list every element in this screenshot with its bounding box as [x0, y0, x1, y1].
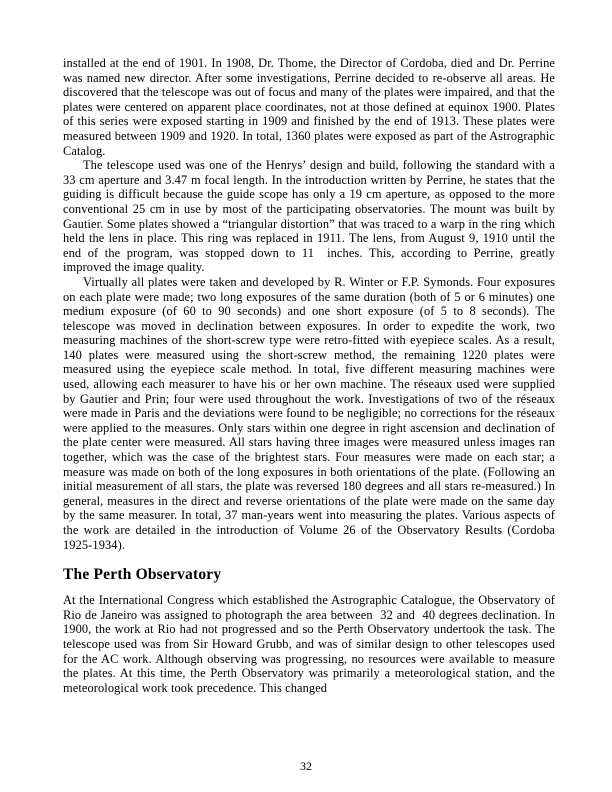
paragraph-plate-measurement: Virtually all plates were taken and developed by R. Winter or F.P. Symonds. Four exposures on each plate were made; two long exposures of the same duration (both of 5 or 6 minutes) one medium exposure (of 60 to 90 seconds) and one short exposure (of 5 to 8 seconds). The telescope was moved in declination between exposures. In order to expedite the work, two measuring machines of the short-screw type were retro-fitted with eyepiece scales. As a result, 140 plates were measured using the short-screw method, the remaining 1220 plates were measured using the eyepiece scale method. In total, five different measuring machines were used, allowing each measurer to have his or her own machine. The réseaux used were supplied by Gautier and Prin; four were used throughout the work. Investigations of two of the réseaux were made in Paris and the deviations were found to be negligible; no corrections for the réseaux were applied to the measures. Only stars within one degree in right ascension and declination of the plate center were measured. All stars having three images were measured unless images ran together, which was the case of the brightest stars. Four measures were made on each star; a measure was made on both of the long exposures in both orientations of the plate. (Following an initial measurement of all stars, the plate was reversed 180 degrees and all stars re-measured.) In general, measures in the direct and reverse orientations of the plate were made on the same day by the same measurer. In total, 37 man-years went into measuring the plates. Various aspects of the work are detailed in the introduction of Volume 26 of the Observatory Results (Cordoba 1925-1934).: [63, 274, 555, 552]
page-number: 32: [300, 759, 312, 773]
page-footer: [0, 757, 612, 775]
paragraph-telescope-description: The telescope used was one of the Henrys’ design and build, following the standard with a 33 cm aperture and 3.47 m focal length. In the introduction written by Perrine, he states that the guiding is difficult because the guide scope has only a 19 cm aperture, as opposed to the more conventional 25 cm in use by most of the participating observatories. The mount was built by Gautier. Some plates showed a “triangular distortion” that was traced to a warp in the ring which held the lens in place. This ring was replaced in 1911. The lens, from August 9, 1910 until the end of the program, was stopped down to 11 inches. This, according to Perrine, greatly improved the image quality.: [63, 158, 555, 275]
section-heading: The Perth Observatory: [63, 566, 222, 584]
paragraph-perth-intro: At the International Congress which established the Astrographic Catalogue, the Observatory of Rio de Janeiro was assigned to photograph the area between 32 and 40 degrees declination. In 1900, the work at Rio had not progressed and so the Perth Observatory undertook the task. The telescope used was from Sir Howard Grubb, and was of similar design to other telescopes used for the AC work. Although observing was progressing, no resources were available to measure the plates. At this time, the Perth Observatory was primarily a meteorological station, and the meteorological work took precedence. This changed: [63, 593, 555, 695]
paragraph-cordoba-history: installed at the end of 1901. In 1908, Dr. Thome, the Director of Cordoba, died and Dr. Perrine was named new director. After some investigations, Perrine decided to re-observe all areas. He discovered that the telescope was out of focus and many of the plates were impaired, and that the plates were centered on apparent place coordinates, not at those defined at equinox 1900. Plates of this series were exposed starting in 1909 and finished by the end of 1913. These plates were measured between 1909 and 1920. In total, 1360 plates were exposed as part of the Astrographic Catalog.: [63, 56, 555, 158]
page-body: [63, 56, 555, 695]
